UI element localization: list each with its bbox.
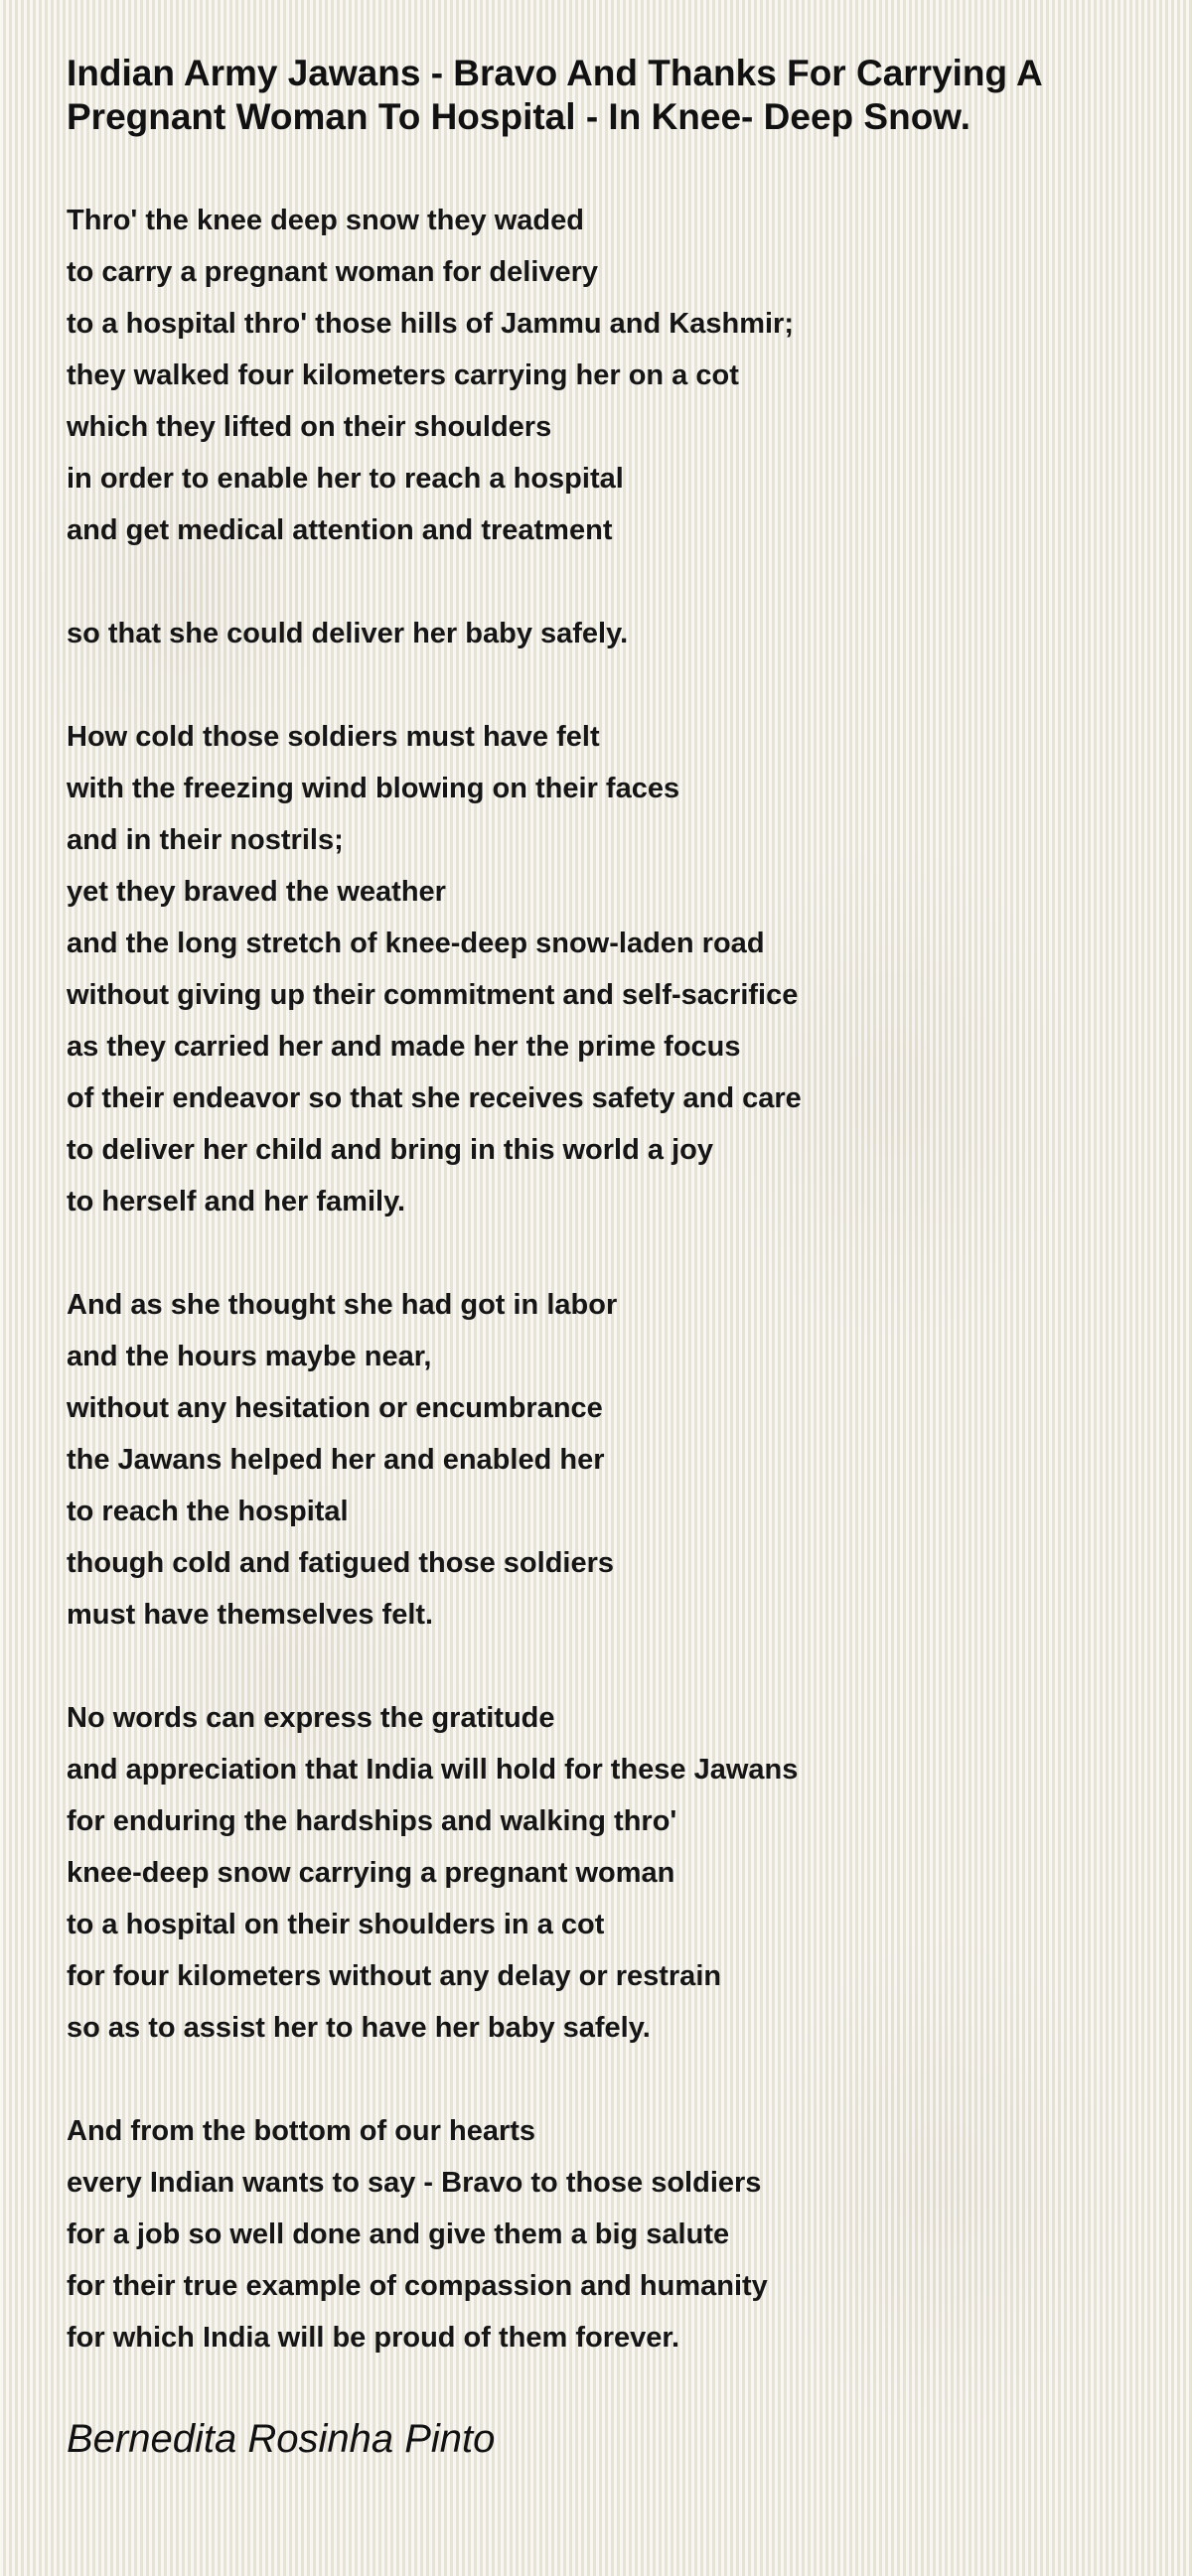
poem-line: without any hesitation or encumbrance — [67, 1392, 603, 1424]
poem-line: And from the bottom of our hearts — [67, 2115, 536, 2147]
poem-line: Thro' the knee deep snow they waded — [67, 205, 584, 236]
poem-line: for a job so well done and give them a big salute — [67, 2218, 730, 2250]
poem-line: to a hospital thro' those hills of Jammu and Kashmir; — [67, 308, 794, 340]
stanza — [67, 608, 1139, 659]
poem-line: to deliver her child and bring in this world a joy — [67, 1134, 713, 1166]
stanza — [67, 2105, 1139, 2363]
poem-line: and the hours maybe near, — [67, 1341, 432, 1372]
poem-body — [67, 195, 1139, 2363]
poem-line: for their true example of compassion and humanity — [67, 2270, 768, 2302]
poem-line: without giving up their commitment and self-sacrifice — [67, 979, 799, 1011]
poem-line: so that she could deliver her baby safely. — [67, 618, 629, 649]
stanza — [67, 711, 1139, 1227]
stanza — [67, 1692, 1139, 2054]
poem-line: to carry a pregnant woman for delivery — [67, 256, 599, 288]
poem-line: in order to enable her to reach a hospital — [67, 463, 624, 495]
poem-line: for four kilometers without any delay or restrain — [67, 1960, 722, 1992]
poem-line: How cold those soldiers must have felt — [67, 721, 600, 753]
poem-author: Bernedita Rosinha Pinto — [67, 2417, 496, 2461]
poem-line: though cold and fatigued those soldiers — [67, 1547, 615, 1579]
poem-line: yet they braved the weather — [67, 876, 446, 908]
poem-line: And as she thought she had got in labor — [67, 1289, 618, 1321]
stanza — [67, 1279, 1139, 1641]
poem-page — [67, 52, 1139, 2463]
poem-line: for enduring the hardships and walking thro' — [67, 1805, 677, 1837]
poem-line: of their endeavor so that she receives safety and care — [67, 1082, 802, 1114]
poem-title: Indian Army Jawans - Bravo And Thanks For Carrying A Pregnant Woman To Hospital - In Knee- Deep Snow. — [67, 53, 1042, 137]
poem-line: to herself and her family. — [67, 1186, 406, 1217]
poem-line: knee-deep snow carrying a pregnant woman — [67, 1857, 675, 1889]
poem-line: so as to assist her to have her baby safely. — [67, 2012, 651, 2044]
poem-line: and appreciation that India will hold for these Jawans — [67, 1754, 799, 1786]
poem-line: which they lifted on their shoulders — [67, 411, 552, 443]
poem-line: to a hospital on their shoulders in a cot — [67, 1909, 605, 1940]
poem-line: they walked four kilometers carrying her on a cot — [67, 359, 739, 391]
poem-line: must have themselves felt. — [67, 1599, 434, 1631]
poem-line: for which India will be proud of them forever. — [67, 2322, 680, 2354]
stanza — [67, 195, 1139, 556]
poem-line: as they carried her and made her the prime focus — [67, 1031, 741, 1063]
poem-line: and in their nostrils; — [67, 824, 344, 856]
poem-line: No words can express the gratitude — [67, 1702, 555, 1734]
poem-line: to reach the hospital — [67, 1496, 349, 1527]
poem-line: every Indian wants to say - Bravo to those soldiers — [67, 2167, 762, 2199]
poem-line: and the long stretch of knee-deep snow-laden road — [67, 928, 765, 959]
poem-line: with the freezing wind blowing on their faces — [67, 773, 680, 804]
poem-line: the Jawans helped her and enabled her — [67, 1444, 605, 1476]
poem-line: and get medical attention and treatment — [67, 514, 613, 546]
